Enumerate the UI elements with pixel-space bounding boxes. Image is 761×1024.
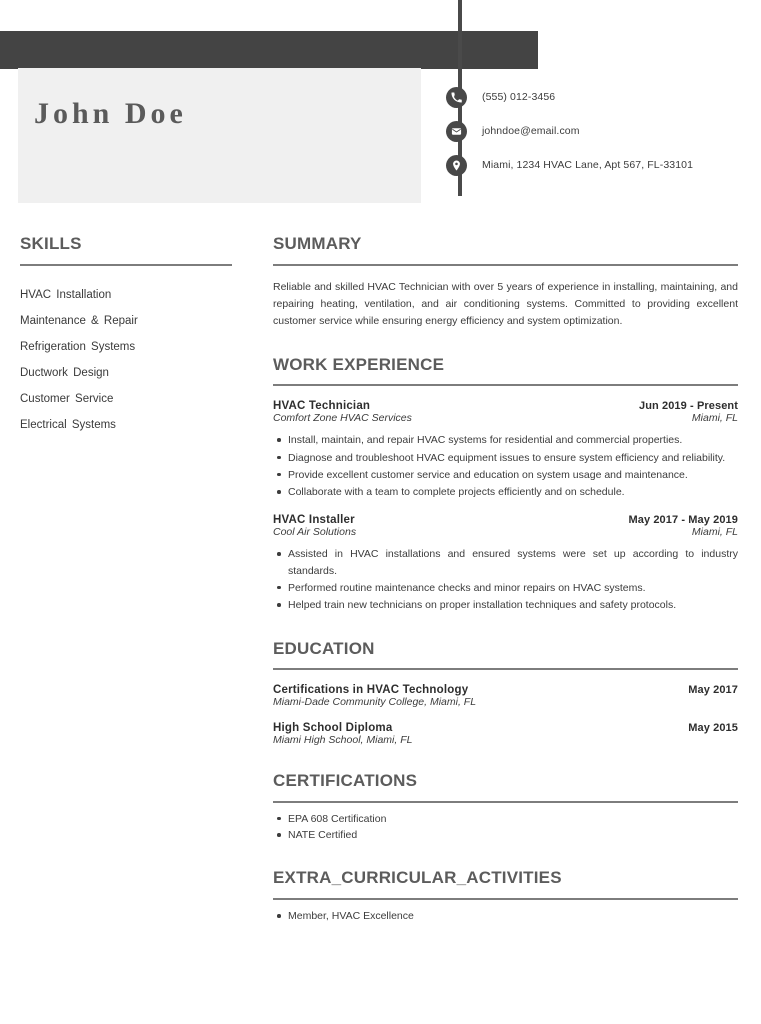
contact-email[interactable] (446, 114, 756, 148)
contact-email-text: johndoe@email.com (482, 125, 580, 137)
list-item: Install, maintain, and repair HVAC systems for residential and commercial properties. (288, 432, 738, 448)
skills-divider (20, 264, 232, 266)
work-entry-subheader (273, 412, 738, 424)
list-item: Performed routine maintenance checks and minor repairs on HVAC systems. (288, 580, 738, 596)
summary-divider (273, 264, 738, 266)
extra-curricular-heading: EXTRA_CURRICULAR_ACTIVITIES (273, 868, 562, 888)
left-column (20, 235, 232, 438)
degree-title: High School Diploma (273, 722, 393, 735)
certifications-divider (273, 801, 738, 803)
skills-heading: SKILLS (20, 234, 82, 253)
certifications-heading: CERTIFICATIONS (273, 771, 418, 791)
education-divider (273, 668, 738, 670)
right-column (273, 235, 738, 924)
list-item: Provide excellent customer service and education on system usage and maintenance. (288, 467, 738, 483)
work-experience-divider (273, 384, 738, 386)
extra-curricular-list (273, 908, 738, 924)
summary-heading: SUMMARY (273, 234, 362, 253)
degree-date: May 2015 (688, 722, 738, 735)
school-name: Miami-Dade Community College, Miami, FL (273, 696, 477, 709)
contact-list (446, 80, 756, 182)
job-responsibilities (273, 546, 738, 613)
list-item: Maintenance & Repair (20, 314, 138, 327)
work-entry-header (273, 400, 738, 412)
skills-list (20, 282, 232, 438)
education-entry-header (273, 684, 738, 696)
job-responsibilities (273, 432, 738, 500)
company-name: Comfort Zone HVAC Services (273, 412, 412, 425)
email-icon (446, 121, 467, 142)
contact-address[interactable] (446, 148, 756, 182)
education-heading: EDUCATION (273, 638, 375, 658)
job-location: Miami, FL (691, 526, 738, 539)
education-entry (273, 684, 738, 708)
section-education (273, 640, 738, 747)
name-panel (18, 68, 421, 203)
degree-date: May 2017 (688, 684, 738, 697)
education-entry (273, 722, 738, 746)
certifications-list (273, 811, 738, 844)
work-entry (273, 514, 738, 613)
section-skills (20, 235, 232, 438)
contact-phone[interactable] (446, 80, 756, 114)
section-certifications (273, 772, 738, 843)
section-summary (273, 235, 738, 330)
list-item: Electrical Systems (20, 418, 116, 431)
list-item: Customer Service (20, 392, 114, 405)
list-item: NATE Certified (288, 827, 738, 843)
section-extra-curricular-activities (273, 869, 738, 924)
work-experience-heading: WORK EXPERIENCE (273, 354, 445, 374)
job-location: Miami, FL (691, 412, 738, 425)
contact-phone-text: (555) 012-3456 (482, 91, 556, 103)
job-dates: May 2017 - May 2019 (628, 514, 738, 527)
job-title: HVAC Installer (273, 514, 355, 527)
degree-title: Certifications in HVAC Technology (273, 684, 469, 697)
job-dates: Jun 2019 - Present (638, 400, 738, 413)
list-item: Collaborate with a team to complete projects efficiently and on schedule. (288, 484, 738, 500)
list-item: Refrigeration Systems (20, 340, 136, 353)
phone-icon (446, 87, 467, 108)
section-work-experience (273, 356, 738, 614)
candidate-name: John Doe (34, 97, 187, 130)
work-entry (273, 400, 738, 500)
list-item: Ductwork Design (20, 366, 109, 379)
list-item: Assisted in HVAC installations and ensured systems were set up according to industry standards. (288, 546, 738, 579)
summary-text: Reliable and skilled HVAC Technician with over 5 years of experience in installing, maintaining, and repairing heating, ventilation, and air conditioning systems. Committed to providing excellent customer service while ensuring energy efficiency and system optimization. (273, 280, 738, 327)
company-name: Cool Air Solutions (273, 526, 357, 539)
list-item: HVAC Installation (20, 288, 112, 301)
school-name: Miami High School, Miami, FL (273, 734, 413, 747)
location-icon (446, 155, 467, 176)
list-item: EPA 608 Certification (288, 811, 738, 827)
work-entry-header (273, 514, 738, 526)
list-item: Diagnose and troubleshoot HVAC equipment issues to ensure system efficiency and reliability. (288, 450, 738, 466)
job-title: HVAC Technician (273, 400, 371, 413)
list-item: Helped train new technicians on proper installation techniques and safety protocols. (288, 597, 738, 613)
resume-header (0, 0, 761, 235)
work-entry-subheader (273, 526, 738, 538)
extra-curricular-divider (273, 898, 738, 900)
list-item: Member, HVAC Excellence (288, 908, 738, 924)
contact-address-text: Miami, 1234 HVAC Lane, Apt 567, FL-33101 (482, 159, 694, 171)
education-entry-header (273, 722, 738, 734)
